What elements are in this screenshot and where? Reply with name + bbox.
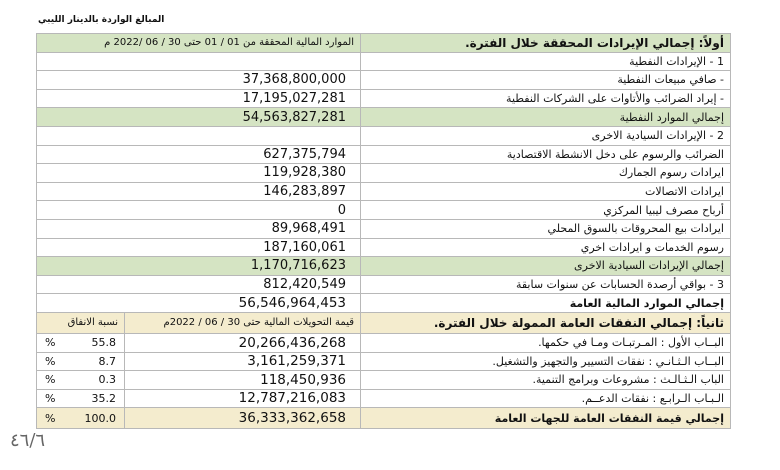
percent-value: 8.7: [98, 354, 116, 368]
value-cell: 56,546,964,453: [37, 294, 361, 313]
percent-value: 35.2: [91, 391, 116, 405]
percent-sign: %: [45, 354, 56, 368]
pct-cell: [37, 389, 125, 408]
table-row: [37, 182, 731, 201]
table-row: [37, 275, 731, 294]
label-cell: رسوم الخدمات و ايرادات اخري: [361, 238, 731, 257]
value-cell: 36,333,362,658: [125, 408, 361, 429]
table-row: [37, 71, 731, 90]
table-row: [37, 145, 731, 164]
value-cell: [37, 52, 361, 71]
table-row: [37, 257, 731, 276]
value-cell: [37, 126, 361, 145]
label-cell: الضرائب والرسوم على دخل الانشطة الاقتصادية: [361, 145, 731, 164]
percent-sign: %: [45, 336, 56, 350]
label-cell: إجمالي الإيرادات السيادية الاخرى: [361, 257, 731, 276]
label-cell: ايرادات رسوم الجمارك: [361, 164, 731, 183]
value-cell: 812,420,549: [37, 275, 361, 294]
label-cell: 1 - الإيرادات النفطية: [361, 52, 731, 71]
value-cell: 187,160,061: [37, 238, 361, 257]
value-cell: 146,283,897: [37, 182, 361, 201]
pct-cell: [37, 352, 125, 371]
table-row: [37, 126, 731, 145]
label-cell: إجمالي الموارد المالية العامة: [361, 294, 731, 313]
value-cell: 12,787,216,083: [125, 389, 361, 408]
table-row: [37, 219, 731, 238]
table-row: [37, 52, 731, 71]
value-cell: 119,928,380: [37, 164, 361, 183]
table-row: [37, 108, 731, 127]
value-cell: 17,195,027,281: [37, 89, 361, 108]
section2-header-row: [37, 312, 731, 333]
table-row: [37, 201, 731, 220]
table-row: [37, 389, 731, 408]
label-cell: - إيراد الضرائب والأتاوات على الشركات النفطية: [361, 89, 731, 108]
label-cell: البــاب الـثـانـي : نفقات التسيير والتجهيز والتشغيل.: [361, 352, 731, 371]
header-value-label: الموارد المالية المحققة من 01 / 01 حتى 30 / 06 /2022 م: [37, 34, 361, 53]
table-row: [37, 408, 731, 429]
table-row: [37, 294, 731, 313]
section2-title: ثانياً: إجمالي النفقات العامة الممولة خلال الفترة.: [361, 312, 731, 333]
percent-value: 100.0: [84, 411, 116, 425]
table-row: [37, 333, 731, 352]
table-row: [37, 371, 731, 390]
value-cell: 37,368,800,000: [37, 71, 361, 90]
label-cell: ايرادات الاتصالات: [361, 182, 731, 201]
label-cell: إجمالي قيمة النفقات العامة للجهات العامة: [361, 408, 731, 429]
financial-table: [36, 33, 731, 429]
label-cell: 3 - بواقي أرصدة الحسابات عن سنوات سابقة: [361, 275, 731, 294]
label-cell: البــاب الأول : المـرتبـات ومـا في حكمها.: [361, 333, 731, 352]
pct-cell: [37, 333, 125, 352]
value-cell: 1,170,716,623: [37, 257, 361, 276]
table-row: [37, 352, 731, 371]
percent-value: 55.8: [91, 336, 116, 350]
percent-sign: %: [45, 373, 56, 387]
table-row: [37, 238, 731, 257]
percent-sign: %: [45, 411, 56, 425]
value-cell: 118,450,936: [125, 371, 361, 390]
label-cell: الـبـاب الـرابـع : نفقات الدعــم.: [361, 389, 731, 408]
table-row: [37, 164, 731, 183]
table-row: [37, 89, 731, 108]
label-cell: 2 - الإيرادات السيادية الاخرى: [361, 126, 731, 145]
pct-cell: [37, 408, 125, 429]
label-cell: - صافي مبيعات النفطية: [361, 71, 731, 90]
header-pct-label: نسبة الانفاق: [37, 312, 125, 333]
label-cell: أرباح مصرف ليبيا المركزي: [361, 201, 731, 220]
label-cell: ايرادات بيع المحروقات بالسوق المحلي: [361, 219, 731, 238]
currency-note: المبالغ الواردة بالدينار الليبي: [38, 15, 165, 25]
value-cell: 627,375,794: [37, 145, 361, 164]
percent-value: 0.3: [98, 373, 116, 387]
section1-title: أولاً: إجمالي الإيرادات المحققة خلال الفترة.: [361, 34, 731, 53]
value-cell: 3,161,259,371: [125, 352, 361, 371]
page-number: ٤٦/٦: [10, 430, 46, 451]
value-cell: 20,266,436,268: [125, 333, 361, 352]
pct-cell: [37, 371, 125, 390]
percent-sign: %: [45, 391, 56, 405]
value-cell: 89,968,491: [37, 219, 361, 238]
value-cell: 54,563,827,281: [37, 108, 361, 127]
label-cell: إجمالي الموارد النفطية: [361, 108, 731, 127]
header-value-label: قيمة التحويلات المالية حتى 30 / 06 / 2022م: [125, 312, 361, 333]
label-cell: الباب الـثـالـث : مشروعات وبرامج التنمية.: [361, 371, 731, 390]
section1-header-row: [37, 34, 731, 53]
value-cell: 0: [37, 201, 361, 220]
